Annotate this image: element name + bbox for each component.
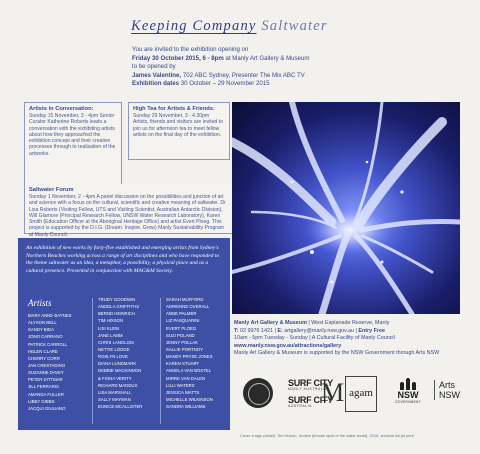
artist-name: SUZANNE DAVEY [28,370,64,376]
artist-name: LILLI WATERS [166,382,195,388]
artist-name: SARAH MUFFORD [166,297,204,302]
gallery-name: Manly Art Gallery & Museum [234,320,307,326]
nsw-subtext: GOVERNMENT [395,400,421,404]
artist-name: JANE LAMM [98,332,123,338]
artist-name: LISI KLEIN [98,325,120,331]
artist-name: MANDY PRYSE JONES [166,354,213,360]
artist-column-2 [98,296,142,410]
high-tea-heading: High Tea for Artists & Friends: [133,106,215,112]
gallery-url[interactable]: www.manly.nsw.gov.au/attractions/gallery [234,342,342,349]
invitation-text [132,46,462,89]
artist-name: TRUDY GOODWIN [98,297,136,302]
invite-opener-role: 702 ABC Sydney, Presenter The Mix ABC TV [181,71,305,79]
cover-artwork-image [232,102,460,314]
artist-name: ADRIENNE OVERALL [166,304,210,310]
forum-body: Sunday 1 November, 2 - 4pm A panel discussion on the possibilities and junction of art and science with a focus on the cultural, scientific and creative meaning of saltwater. Dr Lisa Roberts (Visiting Fellow, UTS and Visiting Scientist, Australian Antarctic Division), Will Glamore (Principal Research Fellow, UNSW Water Research Laboratory), Karen Smith (Education Officer at the Aboriginal Heritage Office) and artist Evert Ploeg. This project is supported by the D.I.G. (Dream. Inspire. Grow) Manly Sustainability Program at Manly Council. [29,194,226,238]
artists-in-conversation-box [24,102,122,188]
surf-city-text: SURF CITY [288,378,333,388]
surf-city-subtext: MANLY AUSTRALIA [288,387,328,391]
invite-dates: 30 October – 29 November 2015 [179,80,270,88]
nsw-text: NSW [397,390,419,400]
invite-dates-label: Exhibition dates [132,80,180,88]
cover-image-caption: Cover image (detail): Tim Hixson, Undine (female spirit of the water world), 2015, archival ink jet print [240,433,414,438]
jellyfish-artwork-illustration [232,102,460,314]
artist-name: LISA MARSHALL [98,389,132,395]
artist-name: MARY ANNE BAYNES [28,313,72,318]
artists-heading: Artists [28,298,52,308]
artist-name: ANGELA GRIFFITHS [98,304,140,310]
agam-logo: agam [345,376,377,412]
artist-name: MIRRE VAN DALEN [166,375,206,381]
invite-date: Friday 30 October 2015, 6 - 8pm [132,54,224,62]
nsw-government-logo [388,374,428,404]
artist-name: CHRIS LANGLOIS [98,339,135,345]
artist-name: MICHELLE WILKINSON [166,396,213,402]
artist-name: SANDRA WILLIAMS [166,404,206,410]
saltwater-forum-box [24,184,234,238]
artist-name: EVERT PLOEG [166,325,197,331]
artist-name: ROSLYN LOVE [98,354,129,360]
column-divider [160,298,161,424]
artist-name: LIBBY GIBBS [28,398,55,404]
artist-name: JONO CARRANO [28,334,63,340]
artist-column-1 [28,312,71,412]
artist-name: SUZI POLAND [166,332,195,338]
gallery-address: | West Esplanade Reserve, Manly [306,320,390,326]
artist-name: PATRICK CARROLL [28,341,68,347]
title-sub: Saltwater [261,18,328,34]
artist-name: JACQUI GIULIANO [28,405,66,411]
artist-name: ALYSON BELL [28,320,57,326]
artist-name: & FIONA VERITY [98,375,132,381]
gallery-phone: 02 9976 1421 | [238,327,278,334]
gallery-support: Manly Art Gallery & Museum is supported by the NSW Government through Arts NSW [234,350,440,356]
artist-name: TIM HIXSON [98,318,124,324]
artist-name: JESSICA WATTS [166,389,200,395]
gallery-hours: 10am - 5pm Tuesday - Sunday | A Cultural Facility of Manly Council [234,335,395,341]
email-label: E: [277,327,283,334]
exhibition-title [131,18,328,35]
invite-opener: James Valentine, [132,71,182,79]
phone-label: T: [234,327,239,334]
invite-venue: at Manly Art Gallery & Museum [223,54,310,62]
artist-column-3 [166,296,213,410]
artist-name: DEBBIE MACKINNON [98,368,142,374]
surf-city-subtext: AUSTRALIA [288,404,312,408]
conversation-body: Sunday 15 November, 3 - 4pm Senior Curator Katherine Roberts leads a conversation with the exhibiting artists about how they approached the exhibition concept and their creative processes through to realisation of the artworks. [29,113,116,157]
arts-nsw-text: NSW [439,390,460,400]
artist-name: SANDY BIDA [28,327,54,333]
title-main: Keeping Company [131,18,257,34]
exhibition-description: An exhibition of new works by forty-five established and emerging artists from Sydney's Northern Beaches working across a range of art disciplines and who have responded to the theme saltwater as an idea, a metaphor, a possibility, a physical place and as a cultural presence. Presented in conjunction with MAG&M Society. [26,245,220,274]
artist-name: KAREN STUART [166,361,200,367]
high-tea-body: Sunday 29 November, 3 - 4.30pm Artists, friends and visitors are invited to join us for afternoon tea to meet fellow artists on the final day of the exhibition. [133,113,224,138]
artist-name: SALLIE PORTNOY [166,346,203,352]
entry-free: Entry Free [358,327,386,334]
gallery-contact-info [234,320,474,358]
forum-heading: Saltwater Forum [29,187,74,193]
gallery-email[interactable]: artgallery@manly.nsw.gov.au | [282,327,359,334]
artist-name: NETTIE LODGE [98,346,130,352]
artist-name: RICHARD MADDUX [98,382,138,388]
manly-council-seal-logo [243,378,273,408]
invite-line: You are invited to the exhibition opening on [132,46,249,53]
artist-name: EUNICE MCALLISTER [98,404,143,410]
surf-city-text: SURF CITY [288,395,333,405]
high-tea-box [128,102,230,160]
artists-panel [18,238,230,430]
artist-name: LIZ PASQUARINI [166,318,200,324]
m-logo: M [321,378,345,407]
artist-name: CHERRY CORR [28,355,60,361]
artist-name: ANNE PALMER [166,311,197,317]
artist-name: SALLY MAYMAN [98,396,131,402]
column-divider [92,298,93,424]
arts-text: Arts [439,380,456,390]
artist-name: ANGELA VAN BOXTEL [166,368,212,374]
artist-name: PETER DITTMAR [28,377,63,383]
artist-name: JENNY POLLAK [166,339,198,345]
artist-name: HELEN CLARE [28,348,58,354]
artist-name: DIANA LUNDMARK [98,361,137,367]
artist-name: AMANDA FULLER [28,391,64,397]
arts-nsw-logo [434,380,460,400]
artist-name: BERND HEINRICH [98,311,136,317]
artist-name: JILL FERRARIS [28,384,59,390]
conversation-heading: Artists in Conversation: [29,106,94,112]
waratah-icon [399,374,417,390]
artist-name: JAN CRESTADINO [28,362,66,368]
invite-opened-by: to be opened by [132,63,176,71]
